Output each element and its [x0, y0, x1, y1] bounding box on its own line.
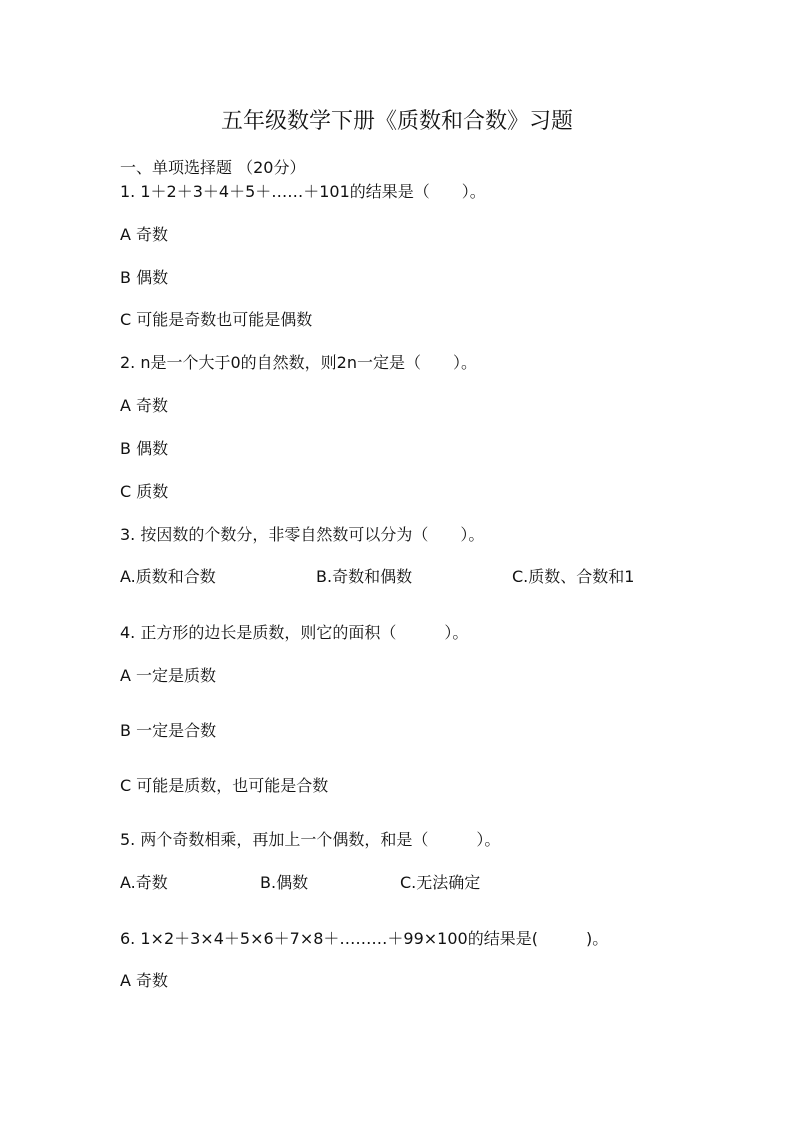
question-1-stem: 1. 1＋2＋3＋4＋5＋……＋101的结果是（ ）。: [120, 182, 486, 201]
question-5-options: [120, 872, 480, 894]
question-4-stem: 4. 正方形的边长是质数，则它的面积（ ）。: [120, 623, 469, 642]
question-4-option-b: B 一定是合数: [120, 721, 217, 740]
question-2-option-b: B 偶数: [120, 439, 169, 458]
question-5-option-c: C.无法确定: [400, 873, 481, 892]
question-2-option-c: C 质数: [120, 482, 169, 501]
question-3-option-c: C.质数、合数和1: [512, 567, 635, 586]
question-5-stem: 5. 两个奇数相乘，再加上一个偶数，和是（ ）。: [120, 830, 501, 849]
section-heading: 一、单项选择题 （20分）: [120, 158, 306, 177]
question-5-option-a: A.奇数: [120, 873, 168, 892]
question-6-stem: 6. 1×2＋3×4＋5×6＋7×8＋………＋99×100的结果是( )。: [120, 929, 609, 948]
question-6-option-a: A 奇数: [120, 971, 169, 990]
question-1-option-a: A 奇数: [120, 225, 169, 244]
page-title: 五年级数学下册《质数和合数》习题: [220, 109, 573, 134]
question-3-stem: 3. 按因数的个数分，非零自然数可以分为（ ）。: [120, 525, 485, 544]
question-2-stem: 2. n是一个大于0的自然数，则2n一定是（ ）。: [120, 353, 477, 372]
question-4-option-a: A 一定是质数: [120, 666, 217, 685]
question-4-option-c: C 可能是质数，也可能是合数: [120, 776, 329, 795]
question-3-option-a: A.质数和合数: [120, 567, 216, 586]
question-2-option-a: A 奇数: [120, 396, 169, 415]
question-3-option-b: B.奇数和偶数: [316, 567, 413, 586]
question-1-option-c: C 可能是奇数也可能是偶数: [120, 310, 313, 329]
question-3-options: [120, 566, 634, 588]
question-5-option-b: B.偶数: [260, 873, 309, 892]
question-1-option-b: B 偶数: [120, 268, 169, 287]
